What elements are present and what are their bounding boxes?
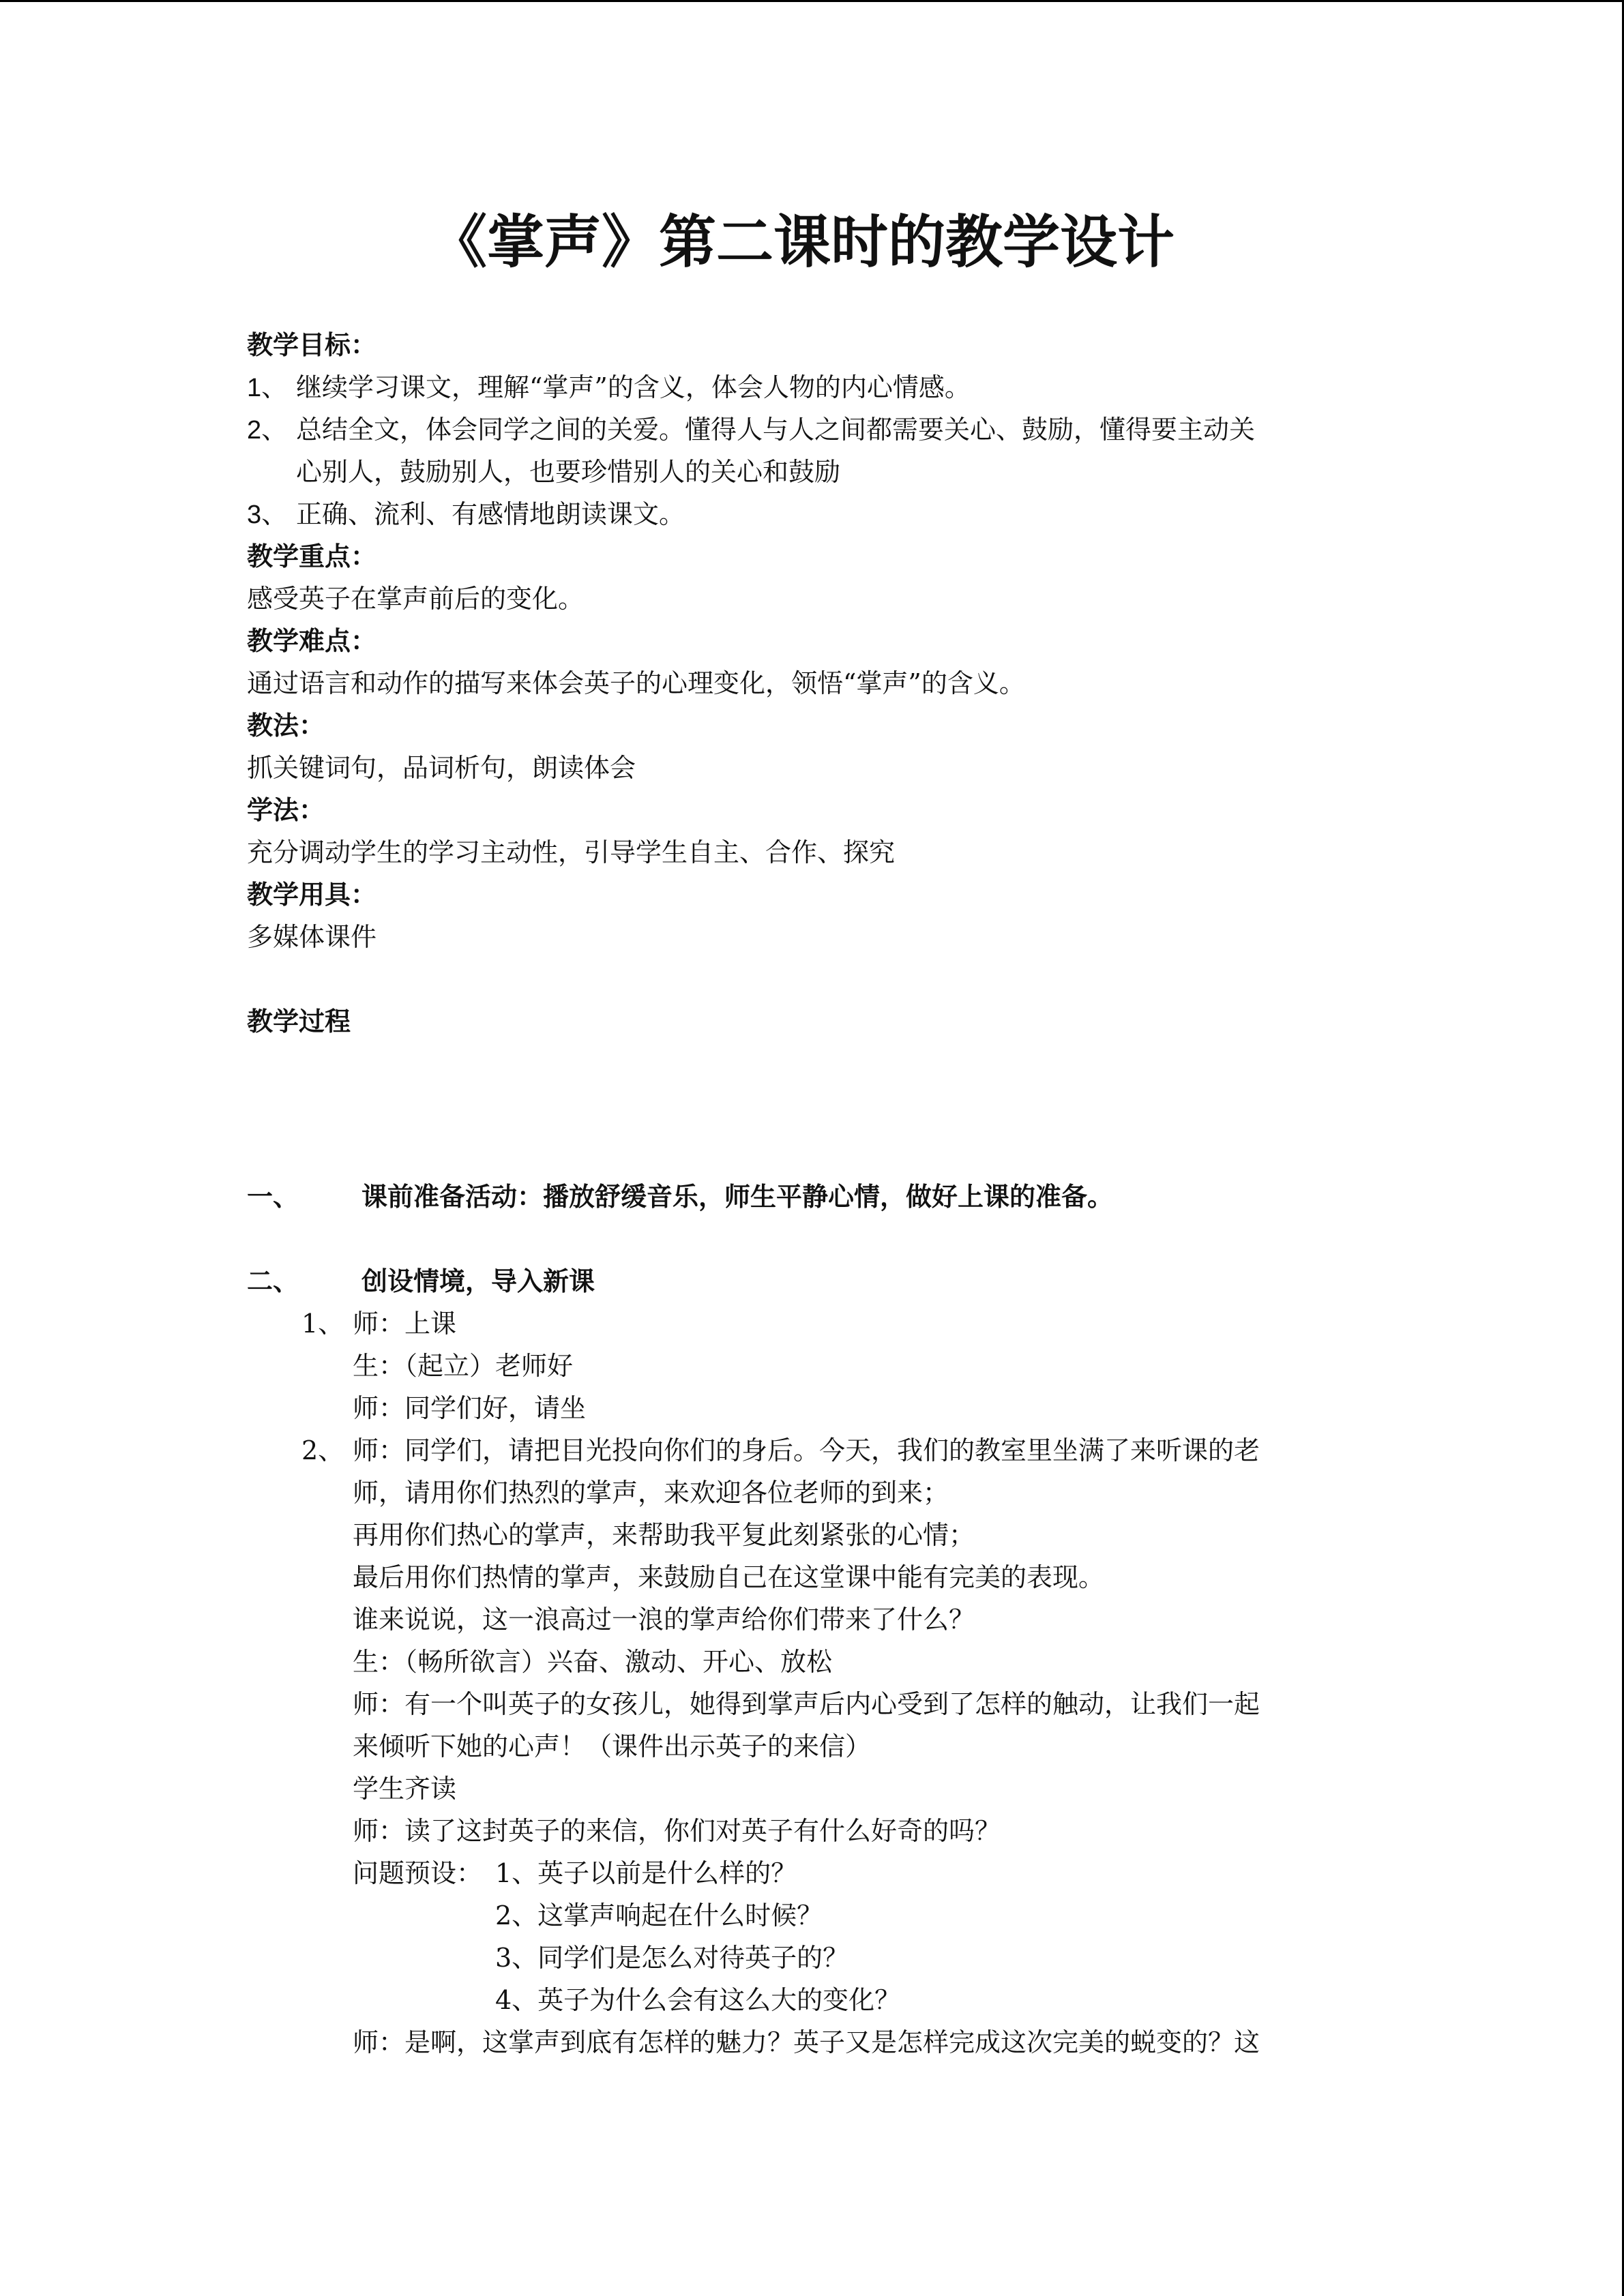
key-point-heading: 教学重点： (247, 541, 377, 571)
tools-text: 多媒体课件 (247, 922, 377, 952)
objective-text: 继续学习课文，理解“掌声”的含义，体会人物的内心情感。 (296, 372, 971, 402)
dialogue-line: 师：上课 (353, 1309, 457, 1339)
dialogue-line: 生：（起立）老师好 (353, 1351, 574, 1381)
dialogue-line: 最后用你们热情的掌声，来鼓励自己在这堂课中能有完美的表现。 (353, 1562, 1105, 1592)
section-number: 一、 (247, 1182, 299, 1212)
question-item: 2、这掌声响起在什么时候？ (495, 1900, 823, 1930)
dialogue-line: 师：读了这封英子的来信，你们对英子有什么好奇的吗？ (353, 1816, 1001, 1846)
section-heading-1 (247, 1176, 1113, 1218)
step-number: 1、 (301, 1309, 344, 1339)
page-top-border (0, 0, 1624, 2)
section-title: 创设情境，导入新课 (361, 1266, 595, 1296)
dialogue-line: 师：是啊，这掌声到底有怎样的魅力？英子又是怎样完成这次完美的蜕变的？这 (353, 2027, 1260, 2057)
process-heading: 教学过程 (247, 1007, 351, 1037)
dialogue-line: 来倾听下她的心声！（课件出示英子的来信） (353, 1731, 872, 1761)
objective-text: 总结全文，体会同学之间的关爱。懂得人与人之间都需要关心、鼓励，懂得要主动关 (296, 415, 1256, 445)
learning-heading: 学法： (247, 795, 325, 825)
difficulty-heading: 教学难点： (247, 626, 377, 656)
objective-item-3 (247, 493, 685, 536)
objective-text-continued: 心别人，鼓励别人，也要珍惜别人的关心和鼓励 (296, 457, 841, 487)
method-text: 抓关键词句，品词析句，朗读体会 (247, 753, 636, 783)
page-title: 《掌声》第二课时的教学设计 (429, 209, 1175, 275)
question-item: 1、英子以前是什么样的？ (495, 1858, 797, 1888)
question-label: 问题预设： (353, 1858, 483, 1888)
difficulty-text: 通过语言和动作的描写来体会英子的心理变化，领悟“掌声”的含义。 (247, 668, 1025, 698)
section-heading-2 (247, 1260, 595, 1302)
method-heading: 教法： (247, 711, 325, 741)
section-title: 课前准备活动：播放舒缓音乐，师生平静心情，做好上课的准备。 (361, 1182, 1114, 1212)
dialogue-line: 师：同学们好，请坐 (353, 1393, 587, 1423)
dialogue-line: 生：（畅所欲言）兴奋、激动、开心、放松 (353, 1647, 833, 1677)
dialogue-line: 再用你们热心的掌声，来帮助我平复此刻紧张的心情； (353, 1520, 975, 1550)
objective-number: 2、 (247, 416, 288, 445)
step-number: 2、 (301, 1435, 344, 1465)
objective-number: 1、 (247, 374, 288, 402)
question-item: 4、英子为什么会有这么大的变化？ (495, 1985, 901, 2015)
key-point-text: 感受英子在掌声前后的变化。 (247, 584, 585, 614)
dialogue-line: 谁来说说，这一浪高过一浪的掌声给你们带来了什么？ (353, 1605, 975, 1635)
learning-text: 充分调动学生的学习主动性，引导学生自主、合作、探究 (247, 837, 896, 867)
section-number: 二、 (247, 1266, 299, 1296)
dialogue-line: 学生齐读 (353, 1774, 457, 1804)
tools-heading: 教学用具： (247, 880, 377, 910)
objectives-heading: 教学目标： (247, 330, 377, 360)
dialogue-line: 师：同学们，请把目光投向你们的身后。今天，我们的教室里坐满了来听课的老 (353, 1435, 1260, 1465)
objective-item-1 (247, 366, 971, 409)
objective-text: 正确、流利、有感情地朗读课文。 (296, 499, 685, 529)
objective-number: 3、 (247, 501, 288, 529)
dialogue-line: 师，请用你们热烈的掌声，来欢迎各位老师的到来； (353, 1478, 949, 1508)
objective-item-2 (247, 408, 1255, 451)
question-item: 3、同学们是怎么对待英子的？ (495, 1943, 849, 1973)
dialogue-line: 师：有一个叫英子的女孩儿，她得到掌声后内心受到了怎样的触动，让我们一起 (353, 1689, 1260, 1719)
